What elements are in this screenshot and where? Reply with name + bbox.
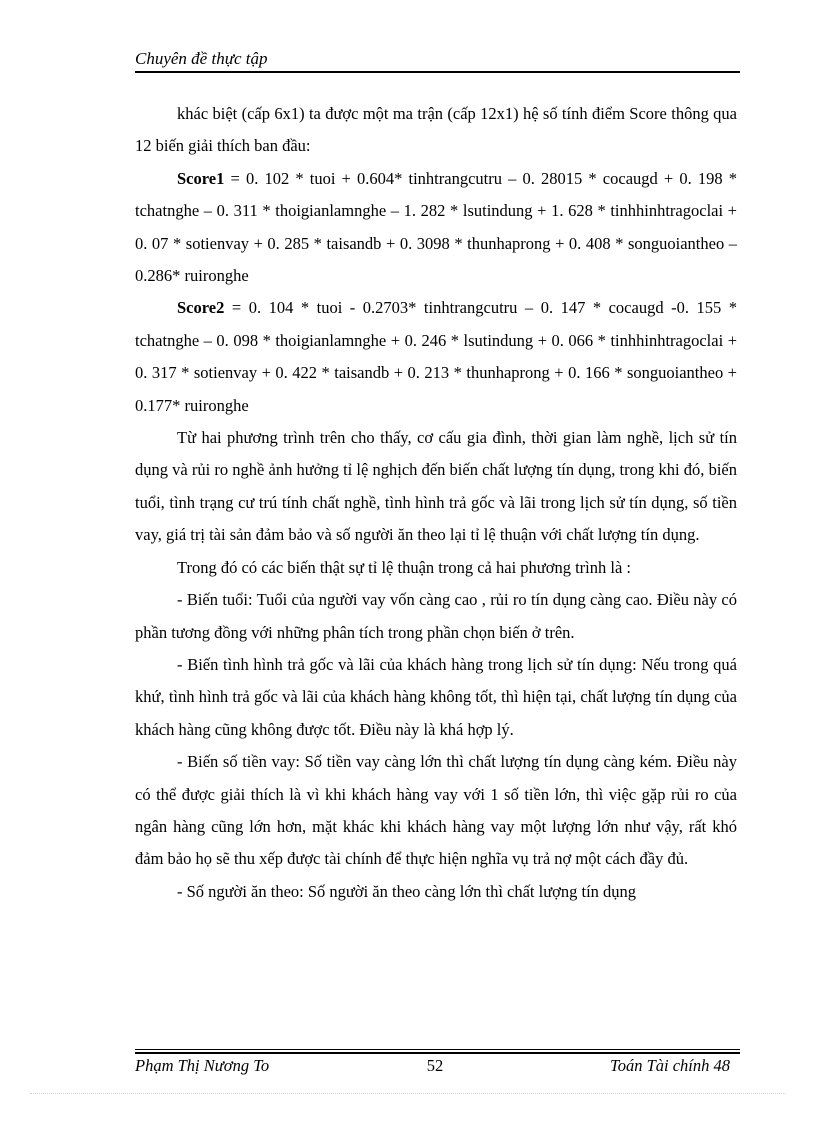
footer-rule-thick xyxy=(135,1052,740,1054)
document-body xyxy=(135,98,737,908)
header-rule xyxy=(135,71,740,73)
paragraph-text: - Số người ăn theo: Số người ăn theo càng lớn thì chất lượng tín dụng xyxy=(177,881,637,901)
paragraph-score2 xyxy=(135,292,737,422)
score2-formula: = 0. 104 * tuoi - 0.2703* tinhtrangcutru – 0. 147 * cocaugd -0. 155 * tchatnghe – 0. 098 * thoigianlamnghe + 0. 246 * lsutindung + 0. 066 * tinhhinhtragoclai + 0. 317 * sotienvay + 0. 422 * taisandb + 0. 213 * thunhaprong + 0. 166 * songuoiantheo + 0.177* ruironghe xyxy=(135,298,737,415)
paragraph-text: - Biến số tiền vay: Số tiền vay càng lớn thì chất lượng tín dụng càng kém. Điều này có thể được giải thích là vì khi khách hàng vay với 1 số tiền lớn, thì việc gặp rủi ro của ngân hàng cũng lớn hơn, mặt khác khi khách hàng vay một lượng lớn như vậy, rất khó đảm bảo họ sẽ thu xếp được tài chính để thực hiện nghĩa vụ trả nợ một cách đầy đủ. xyxy=(135,752,737,869)
paragraph-text: Trong đó có các biến thật sự tỉ lệ thuận trong cả hai phương trình là : xyxy=(177,557,631,577)
score2-label: Score2 xyxy=(177,298,225,318)
paragraph-variable-repayment xyxy=(135,649,737,746)
page-edge-dots xyxy=(30,1093,786,1094)
score1-formula: = 0. 102 * tuoi + 0.604* tinhtrangcutru – 0. 28015 * cocaugd + 0. 198 * tchatnghe – 0. 311 * thoigianlamnghe – 1. 282 * lsutindung + 1. 628 * tinhhinhtragoclai + 0. 07 * sotienvay + 0. 285 * taisandb + 0. 3098 * thunhaprong + 0. 408 * songuoiantheo – 0.286* ruironghe xyxy=(135,168,737,286)
header-title: Chuyên đề thực tập xyxy=(135,49,268,68)
paragraph-variable-dependents xyxy=(135,876,737,908)
page-number: 52 xyxy=(426,1056,444,1075)
paragraph-variable-age xyxy=(135,584,737,649)
footer-author: Phạm Thị Nương To xyxy=(135,1056,270,1075)
page-header xyxy=(135,48,740,72)
score1-label: Score1 xyxy=(177,168,225,188)
paragraph-score1 xyxy=(135,163,737,293)
footer-rule-thin xyxy=(135,1049,740,1050)
paragraph-text: khác biệt (cấp 6x1) ta được một ma trận (cấp 12x1) hệ số tính điểm Score thông qua 12 biến giải thích ban đầu: xyxy=(135,104,737,156)
paragraph-variable-loan-amount xyxy=(135,746,737,876)
paragraph-text: - Biến tuổi: Tuổi của người vay vốn càng cao , rủi ro tín dụng càng cao. Điều này có phần tương đồng với những phân tích trong phần chọn biến ở trên. xyxy=(135,590,737,642)
paragraph-variables-intro xyxy=(135,552,737,584)
footer-class-name: Toán Tài chính 48 xyxy=(610,1056,730,1075)
paragraph-analysis xyxy=(135,422,737,552)
paragraph-intro xyxy=(135,98,737,163)
paragraph-text: - Biến tình hình trả gốc và lãi của khách hàng trong lịch sử tín dụng: Nếu trong quá khứ, tình hình trả gốc và lãi của khách hàng không tốt, thì hiện tại, chất lượng tín dụng của khách hàng cũng không được tốt. Điều này là khá hợp lý. xyxy=(135,654,737,739)
paragraph-text: Từ hai phương trình trên cho thấy, cơ cấu gia đình, thời gian làm nghề, lịch sử tín dụng và rủi ro nghề ảnh hưởng tỉ lệ nghịch đến biến chất lượng tín dụng, trong khi đó, biến tuổi, tình trạng cư trú tính chất nghề, tình hình trả gốc và lãi trong lịch sử tín dụng, số tiền vay, giá trị tài sản đảm bảo và số người ăn theo lại tỉ lệ thuận với chất lượng tín dụng. xyxy=(135,428,737,545)
